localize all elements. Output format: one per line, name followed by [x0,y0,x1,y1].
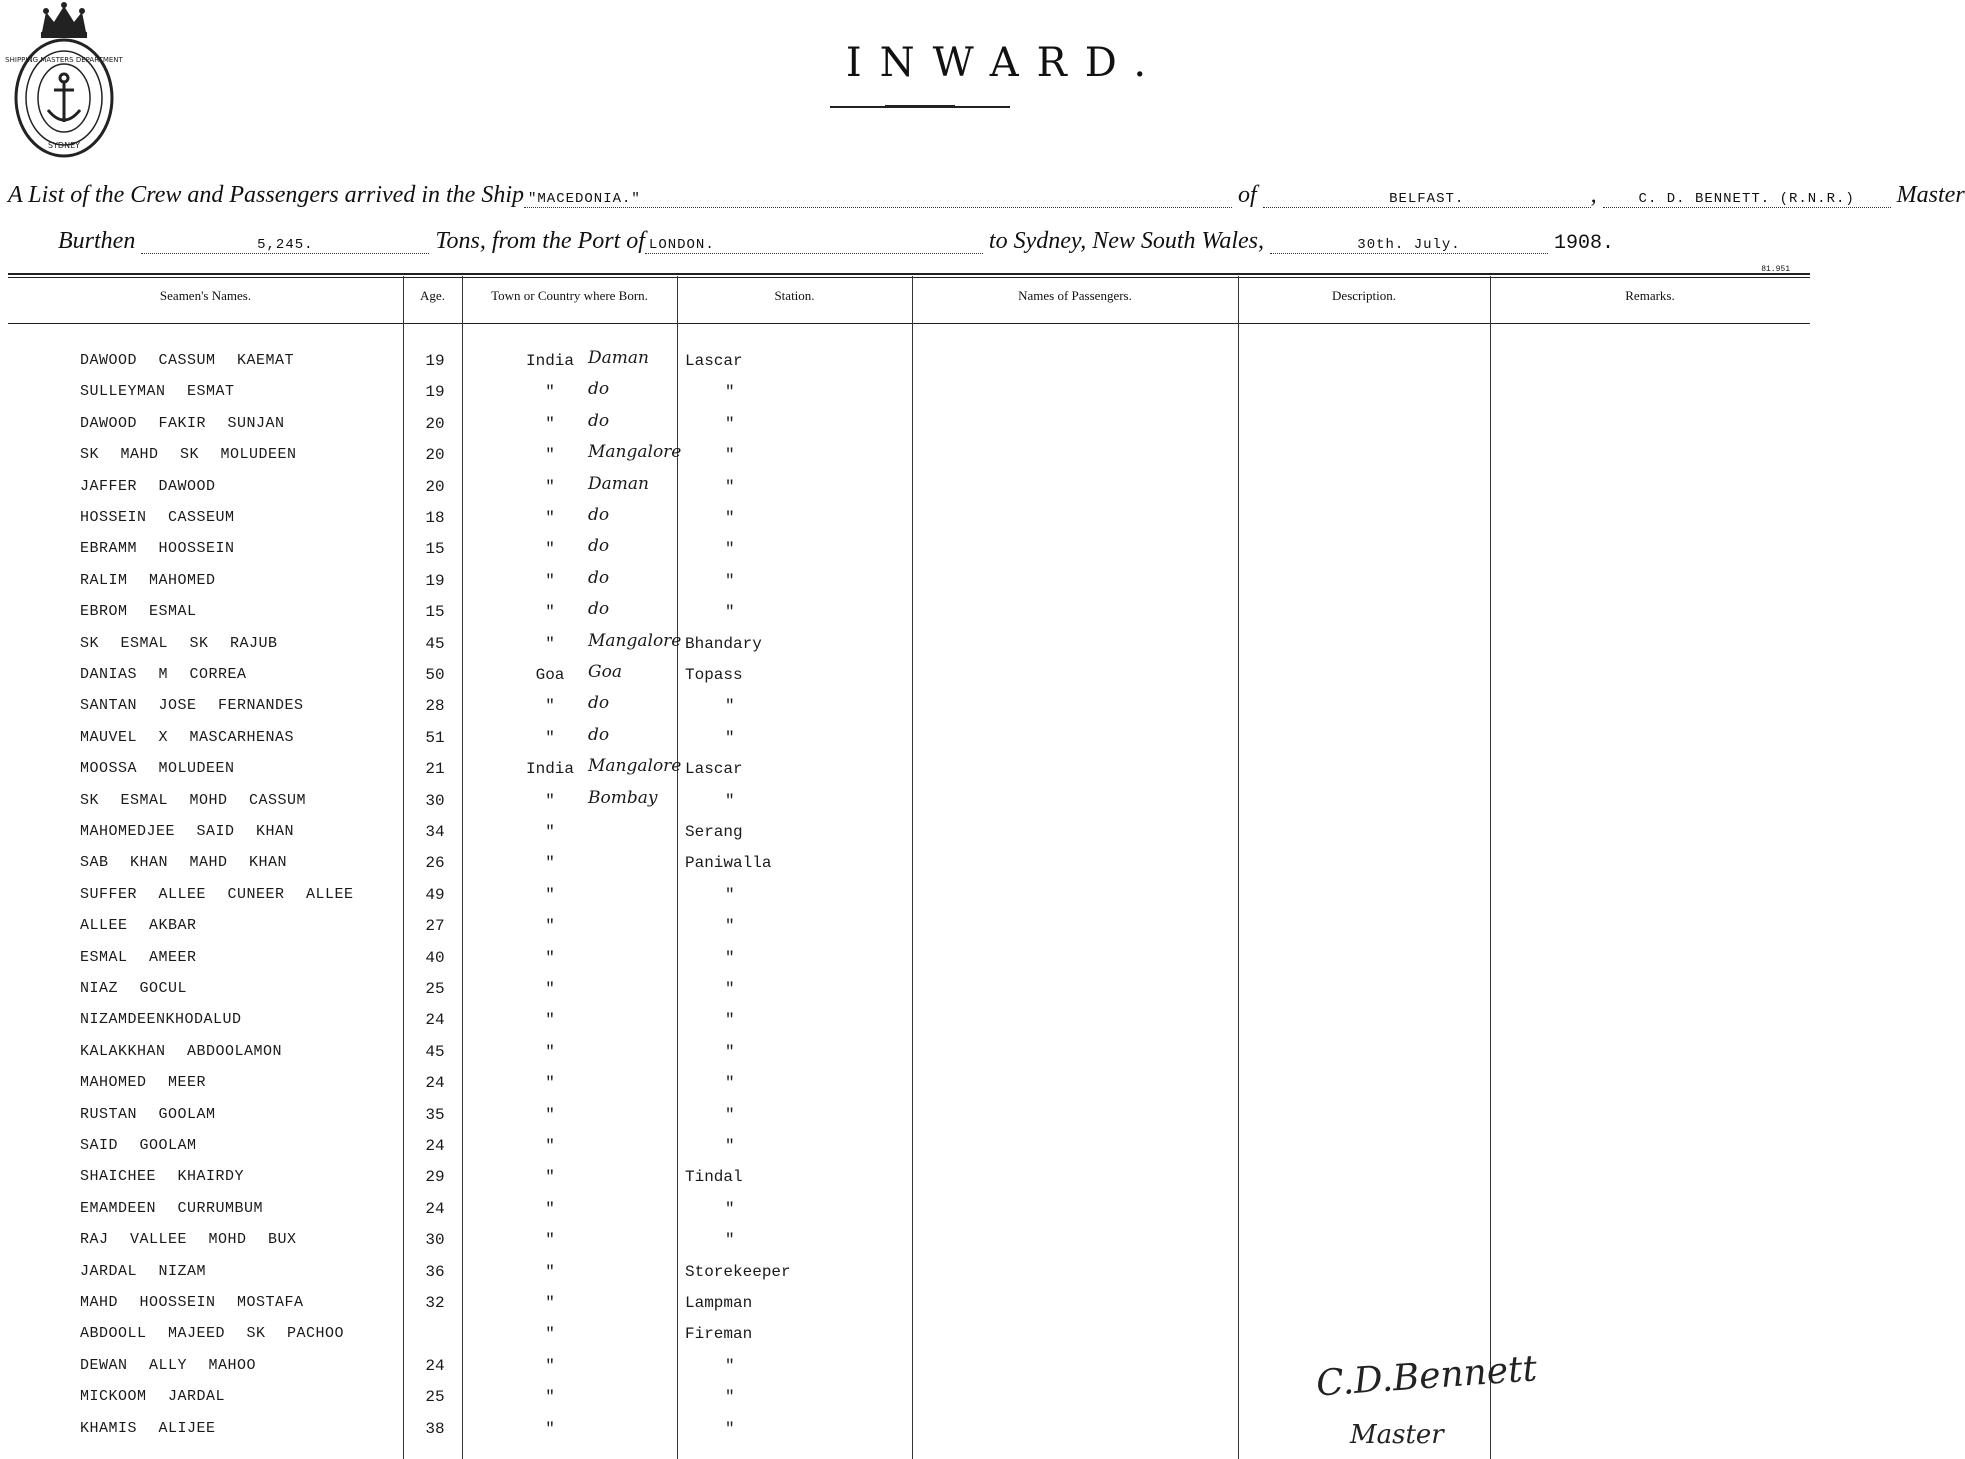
crown-icon [41,2,87,38]
seaman-age: 49 [425,885,445,904]
seaman-station: " [725,1199,735,1218]
table-top-rule-2 [8,277,1810,278]
seal-bottom-text: SYDNEY [47,141,81,150]
seaman-born-country: India [525,760,574,779]
seaman-age: 25 [425,1388,445,1407]
seaman-station: " [725,980,735,998]
col-head-age: Age. [420,288,445,303]
master-label: Master [1896,182,1965,208]
table-row [0,823,1810,851]
seaman-age: 24 [425,1011,445,1030]
table-row [0,410,1810,443]
table-row [0,567,1810,600]
col-head-description: Description. [1332,288,1396,303]
seaman-age: 34 [425,823,445,841]
seaman-born-country: Goa [535,666,565,684]
seaman-born-country: " [545,414,555,433]
seaman-station: " [725,1137,735,1155]
table-row [0,473,1810,506]
table-row [0,1011,1810,1039]
port-of-registry: BELFAST. [1263,191,1591,208]
seaman-station: Serang [685,823,743,841]
seaman-born-town: Mangalore [588,442,682,463]
table-row [0,1043,1810,1071]
table-row [0,1137,1810,1165]
seaman-born-country: " [545,1356,555,1375]
seaman-name: MAHOMED MEER [80,1074,207,1092]
seaman-age: 45 [425,634,445,653]
seaman-name: JAFFER DAWOOD [80,477,216,495]
seaman-name: ABDOOLL MAJEED SK PACHOO [80,1325,345,1343]
seaman-name: NIAZ GOCUL [80,980,188,997]
seaman-born-country: " [545,540,555,559]
seaman-born-country: " [545,1105,555,1124]
seaman-station: Lascar [685,760,743,779]
table-row [0,379,1810,411]
seaman-born-town: do [588,410,610,431]
table-row [0,1106,1810,1134]
seaman-name: SUFFER ALLEE CUNEER ALLEE [80,885,354,903]
ship-name: "MACEDONIA." [524,191,1232,208]
seaman-age: 24 [425,1199,445,1218]
seaman-name: SK ESMAL SK RAJUB [80,634,278,652]
seaman-born-town: Daman [588,473,649,494]
seaman-born-town: do [588,379,610,400]
seaman-name: KALAKKHAN ABDOOLAMON [80,1042,283,1060]
seaman-station: " [725,446,735,465]
table-top-rule [8,273,1810,275]
table-row [0,348,1810,380]
seaman-age: 18 [425,509,445,527]
seaman-born-country: " [545,383,555,402]
seaman-name: DEWAN ALLY MAHOO [80,1356,257,1374]
seaman-born-country: " [545,823,555,841]
seaman-name: DAWOOD FAKIR SUNJAN [80,414,285,432]
seaman-age: 45 [425,1042,445,1061]
seaman-name: EBRAMM HOOSSEIN [80,540,235,558]
seaman-born-country: " [545,1262,555,1281]
seaman-name: DAWOOD CASSUM KAEMAT [80,352,295,369]
table-row [0,724,1810,757]
seaman-station: Tindal [685,1168,743,1187]
seaman-born-town: do [588,693,610,714]
seaman-station: " [725,383,735,402]
seaman-born-town: do [588,567,610,588]
table-row [0,1168,1810,1196]
seaman-born-country: " [545,1325,555,1344]
seaman-station: Lascar [685,352,743,370]
seaman-name: SHAICHEE KHAIRDY [80,1168,245,1186]
seaman-age: 38 [425,1419,445,1438]
seaman-age: 35 [425,1105,445,1124]
seaman-born-town: Goa [588,662,622,682]
seaman-born-country: " [545,1074,555,1093]
header-line-2 [58,228,1614,255]
arrival-date: 30th. July. [1270,237,1548,254]
seaman-age: 32 [425,1294,445,1312]
seaman-born-country: " [545,1137,555,1155]
seaman-station: " [725,1356,735,1375]
seal-ring-text: SHIPPING MASTERS DEPARTMENT [5,56,123,64]
table-row [0,1074,1810,1102]
seaman-name: EBROM ESMAL [80,603,197,621]
seaman-born-country: " [545,948,555,967]
seaman-age: 19 [425,571,445,590]
seaman-age: 25 [425,980,445,998]
seaman-name: MAHOMEDJEE SAID KHAN [80,823,295,840]
burthen-label: Burthen [58,228,136,254]
seaman-born-country: " [545,446,555,465]
seaman-age: 26 [425,854,445,873]
table-row [0,662,1810,694]
seaman-age: 29 [425,1168,445,1187]
table-row [0,854,1810,882]
seaman-station: Paniwalla [685,854,772,873]
seaman-age: 30 [425,1231,445,1250]
page-title: INWARD. [845,40,1165,86]
seaman-station: Fireman [685,1325,753,1344]
seaman-born-country: " [545,1042,555,1061]
tons-label: Tons, from the Port of [435,228,645,254]
seaman-name: NIZAMDEENKHODALUD [80,1011,242,1029]
seaman-name: MAUVEL X MASCARHENAS [80,728,295,746]
seaman-station: " [725,1231,735,1250]
seaman-station: " [725,1042,735,1061]
seaman-age: 15 [425,603,445,622]
seaman-station: " [725,1388,735,1407]
seaman-station: " [725,477,735,496]
seaman-born-country: " [545,885,555,904]
col-head-remarks: Remarks. [1625,288,1675,303]
seaman-station: " [725,540,735,559]
seaman-age: 20 [425,446,445,465]
seaman-station: " [725,948,735,967]
seaman-name: SAID GOOLAM [80,1137,197,1154]
seaman-station: Storekeeper [685,1262,791,1281]
seaman-name: ESMAL AMEER [80,948,197,966]
table-row [0,886,1810,914]
seaman-name: MICKOOM JARDAL [80,1388,226,1406]
seaman-born-country: " [545,1419,555,1438]
comma: , [1590,182,1597,208]
table-row [0,756,1810,788]
seaman-age: 24 [425,1074,445,1093]
signature-role: Master [1350,1420,1444,1450]
seaman-born-country: " [545,1199,555,1218]
seaman-age: 19 [425,352,445,370]
table-row [0,442,1810,474]
table-row [0,505,1810,537]
seaman-name: RAJ VALLEE MOHD BUX [80,1231,297,1249]
seaman-born-town: do [588,505,610,525]
table-row [0,980,1810,1008]
col-head-station: Station. [774,288,815,303]
seaman-age: 30 [425,791,445,810]
seaman-station: " [725,885,735,904]
col-head-passengers: Names of Passengers. [1018,288,1132,303]
seaman-station: " [725,791,735,810]
seaman-age: 51 [425,728,445,747]
seaman-born-country: " [545,509,555,527]
seaman-name: EMAMDEEN CURRUMBUM [80,1199,264,1217]
seaman-born-town: Bombay [588,787,658,808]
seaman-name: DANIAS M CORREA [80,666,247,683]
table-row [0,1263,1810,1291]
seaman-name: SANTAN JOSE FERNANDES [80,697,304,715]
intro-text: A List of the Crew and Passengers arrived in the Ship [8,182,524,208]
seaman-born-country: " [545,477,555,496]
seaman-born-country: " [545,917,555,936]
seaman-born-town: do [588,536,610,557]
seaman-born-country: " [545,634,555,653]
seaman-name: MAHD HOOSSEIN MOSTAFA [80,1294,304,1311]
seaman-name: MOOSSA MOLUDEEN [80,760,235,778]
table-row [0,787,1810,820]
seaman-name: SULLEYMAN ESMAT [80,383,235,401]
table-row [0,1200,1810,1228]
seaman-born-country: " [545,1011,555,1030]
seaman-age: 20 [425,477,445,496]
seaman-born-town: Daman [588,348,649,368]
seaman-station: " [725,917,735,936]
seaman-age: 36 [425,1262,445,1281]
seaman-born-town: Mangalore [588,756,682,777]
seaman-born-country: " [545,980,555,998]
seaman-name: JARDAL NIZAM [80,1262,207,1280]
seaman-station: Lampman [685,1294,753,1312]
header-bottom-rule [8,323,1810,324]
seaman-born-town: do [588,599,610,620]
table-row [0,630,1810,663]
seaman-name: SK MAHD SK MOLUDEEN [80,446,297,464]
table-row [0,1357,1810,1385]
tons-value: 5,245. [141,237,429,254]
seaman-born-country: " [545,571,555,590]
seaman-station: " [725,603,735,622]
master-name: C. D. BENNETT. (R.N.R.) [1603,191,1891,208]
seaman-born-country: " [545,854,555,873]
seaman-station: " [725,728,735,747]
seaman-station: " [725,1419,735,1438]
form-code: 81.951 [1761,265,1790,274]
seaman-age: 50 [425,666,445,684]
seaman-station: Bhandary [685,634,762,653]
seaman-name: HOSSEIN CASSEUM [80,509,235,526]
seaman-age: 24 [425,1137,445,1155]
table-row [0,949,1810,977]
seaman-station: " [725,697,735,716]
seaman-station: " [725,509,735,527]
master-signature: C.D.Bennett [1314,1348,1539,1405]
seaman-born-country: " [545,1231,555,1250]
seaman-age: 24 [425,1356,445,1375]
seaman-born-country: " [545,697,555,716]
seaman-born-country: " [545,1388,555,1407]
seaman-born-country: " [545,791,555,810]
seaman-born-country: " [545,728,555,747]
from-port: LONDON. [645,237,983,254]
table-row [0,1388,1810,1416]
seaman-name: RUSTAN GOOLAM [80,1105,216,1123]
arrival-year: 1908. [1554,232,1615,255]
seaman-age: 40 [425,948,445,967]
seaman-name: SAB KHAN MAHD KHAN [80,854,288,872]
seaman-age: 20 [425,414,445,433]
header-line-1 [8,182,1965,209]
seaman-born-country: " [545,1294,555,1312]
seaman-age: 19 [425,383,445,402]
col-head-name: Seamen's Names. [159,288,252,303]
seaman-name: ALLEE AKBAR [80,917,197,935]
seaman-station: " [725,1011,735,1030]
seaman-name: RALIM MAHOMED [80,571,216,589]
table-row [0,693,1810,725]
seaman-station: " [725,1105,735,1124]
seaman-station: " [725,414,735,433]
table-row [0,1420,1810,1448]
table-row [0,1325,1810,1353]
seaman-born-town: Mangalore [588,630,682,651]
seaman-age: 27 [425,917,445,936]
seaman-station: " [725,571,735,590]
col-head-born: Town or Country where Born. [491,288,648,303]
seaman-station: Topass [685,666,743,684]
seaman-station: " [725,1074,735,1093]
to-label: to Sydney, New South Wales, [988,228,1265,254]
of-label: of [1238,182,1257,208]
seaman-age: 21 [425,760,445,779]
table-row [0,1231,1810,1259]
table-row [0,599,1810,631]
table-row [0,536,1810,568]
seaman-name: SK ESMAL MOHD CASSUM [80,791,307,809]
seaman-born-country: " [545,1168,555,1187]
seaman-born-country: " [545,603,555,622]
seaman-name: KHAMIS ALIJEE [80,1419,216,1437]
seaman-age: 15 [425,540,445,559]
title-underline [830,106,1010,108]
seaman-born-town: do [588,724,610,745]
table-row [0,1294,1810,1322]
seaman-born-country: India [525,352,574,370]
seaman-age: 28 [425,697,445,716]
table-row [0,917,1810,945]
